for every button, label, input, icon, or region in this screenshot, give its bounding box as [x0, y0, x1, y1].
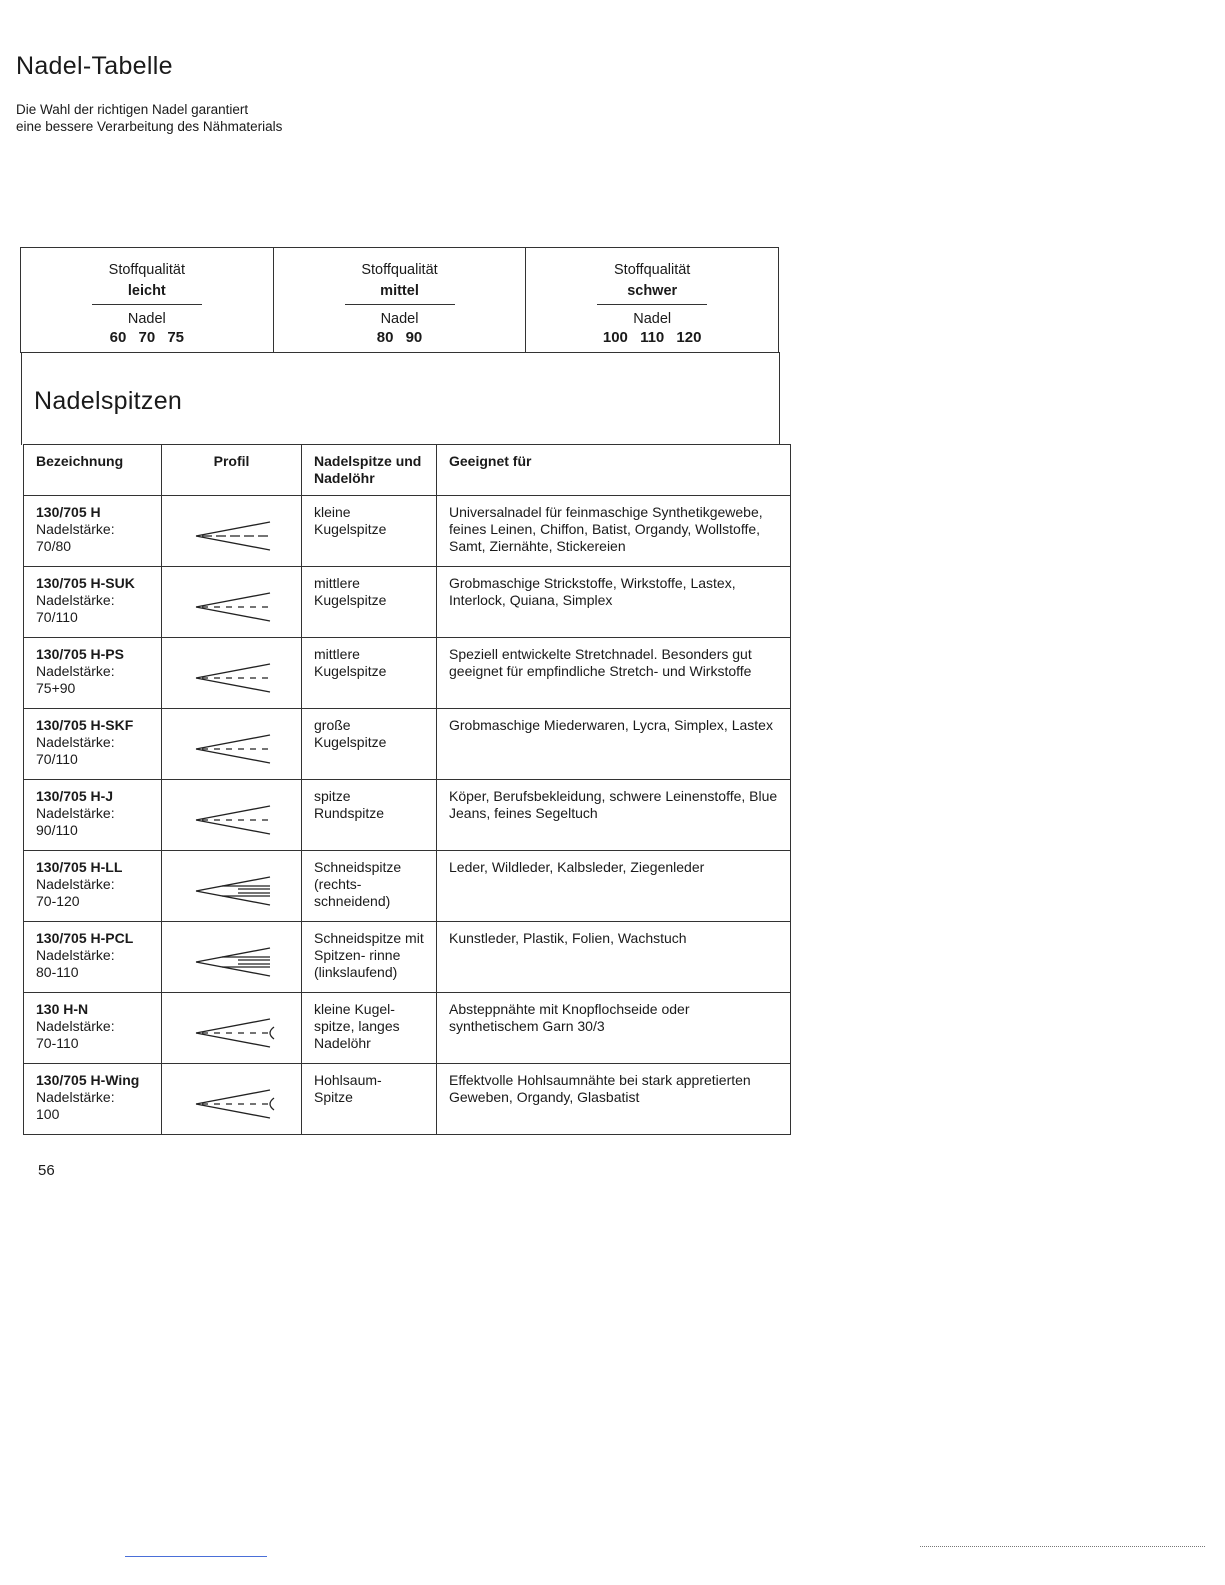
designation-cell	[24, 1064, 162, 1135]
needle-strength-label: Nadelstärke:	[36, 1089, 115, 1105]
needle-point-cell: Schneidspitze (rechts- schneidend)	[302, 851, 437, 922]
suitable-for-cell: Universalnadel für feinmaschige Synthetikgewebe, feines Leinen, Chiffon, Batist, Organdy, Wollstoffe, Samt, Ziernähte, Stickereien	[437, 496, 791, 567]
table-row	[24, 1064, 791, 1135]
needle-designation: 130/705 H-J	[36, 788, 114, 804]
wing-needle-icon	[182, 1082, 282, 1126]
page-subtitle	[16, 101, 282, 135]
topstitch-needle-icon	[182, 1011, 282, 1055]
section-title: Nadelspitzen	[34, 387, 183, 415]
profile-cell	[162, 1064, 302, 1135]
needle-strength-label: Nadelstärke:	[36, 521, 115, 537]
table-row	[24, 567, 791, 638]
needle-strength: 70/80	[36, 538, 72, 554]
suitable-for-cell: Leder, Wildleder, Kalbsleder, Ziegenleder	[437, 851, 791, 922]
needle-strength-label: Nadelstärke:	[36, 947, 115, 963]
fabric-quality-table	[20, 247, 779, 353]
needle-strength: 70-110	[36, 1035, 79, 1051]
needle-points-section	[21, 352, 780, 445]
page-number: 56	[38, 1162, 55, 1179]
scan-artifact	[920, 1546, 1205, 1547]
quality-light	[21, 248, 273, 353]
profile-cell	[162, 638, 302, 709]
needle-strength-label: Nadelstärke:	[36, 876, 115, 892]
suitable-for-cell: Grobmaschige Miederwaren, Lycra, Simplex, Lastex	[437, 709, 791, 780]
suitable-for-cell: Kunstleder, Plastik, Folien, Wachstuch	[437, 922, 791, 993]
profile-cell	[162, 993, 302, 1064]
table-row	[24, 922, 791, 993]
needle-strength: 80-110	[36, 964, 79, 980]
header-designation: Bezeichnung	[24, 445, 162, 496]
quality-medium	[273, 248, 526, 353]
header-suitable-for: Geeignet für	[437, 445, 791, 496]
table-row	[24, 780, 791, 851]
quality-heavy	[525, 248, 778, 353]
needle-designation: 130 H-N	[36, 1001, 89, 1017]
profile-cell	[162, 496, 302, 567]
quality-label: Stoffqualität	[108, 262, 185, 278]
needle-sizes: 60 70 75	[109, 329, 185, 346]
leather-needle-left-icon	[182, 940, 282, 984]
needle-strength-label: Nadelstärke:	[36, 592, 115, 608]
needle-point-cell: kleine Kugelspitze	[302, 496, 437, 567]
needle-designation: 130/705 H-Wing	[36, 1072, 140, 1088]
header-profile: Profil	[162, 445, 302, 496]
suitable-for-cell: Grobmaschige Strickstoffe, Wirkstoffe, Lastex, Interlock, Quiana, Simplex	[437, 567, 791, 638]
needle-point-cell: kleine Kugel- spitze, langes Nadelöhr	[302, 993, 437, 1064]
needle-strength: 75+90	[36, 680, 76, 696]
needle-point-cell: mittlere Kugelspitze	[302, 567, 437, 638]
needle-strength-label: Nadelstärke:	[36, 1018, 115, 1034]
designation-cell	[24, 922, 162, 993]
table-row	[24, 851, 791, 922]
needle-sizes: 80 90	[376, 329, 423, 346]
divider	[345, 304, 455, 305]
needle-designation: 130/705 H-LL	[36, 859, 123, 875]
needle-table	[23, 444, 791, 1135]
profile-cell	[162, 567, 302, 638]
needle-point-cell: spitze Rundspitze	[302, 780, 437, 851]
needle-strength: 70/110	[36, 751, 78, 767]
designation-cell	[24, 638, 162, 709]
needle-point-cell: große Kugelspitze	[302, 709, 437, 780]
quality-label: Stoffqualität	[614, 262, 691, 278]
needle-designation: 130/705 H-SKF	[36, 717, 134, 733]
suitable-for-cell: Speziell entwickelte Stretchnadel. Besonders gut geeignet für empfindliche Stretch- und Wirkstoffe	[437, 638, 791, 709]
needle-strength-label: Nadelstärke:	[36, 805, 115, 821]
needle-designation: 130/705 H-PS	[36, 646, 124, 662]
quality-weight: leicht	[127, 283, 166, 299]
needle-point-cell: Hohlsaum- Spitze	[302, 1064, 437, 1135]
header-needle-point: Nadelspitze und Nadelöhr	[302, 445, 437, 496]
designation-cell	[24, 993, 162, 1064]
small-ball-point-needle-icon	[182, 514, 282, 558]
needle-designation: 130/705 H-SUK	[36, 575, 135, 591]
subtitle-line: eine bessere Verarbeitung des Nähmaterials	[16, 119, 283, 134]
designation-cell	[24, 567, 162, 638]
needle-strength: 70/110	[36, 609, 78, 625]
suitable-for-cell: Effektvolle Hohlsaumnähte bei stark appretierten Geweben, Organdy, Glasbatist	[437, 1064, 791, 1135]
divider	[92, 304, 202, 305]
table-row	[24, 993, 791, 1064]
medium-ball-point-needle-icon	[182, 585, 282, 629]
stretch-needle-icon	[182, 656, 282, 700]
page-title: Nadel-Tabelle	[16, 52, 173, 80]
table-row	[24, 709, 791, 780]
table-row	[24, 496, 791, 567]
designation-cell	[24, 709, 162, 780]
needle-designation: 130/705 H	[36, 504, 101, 520]
needle-point-cell: mittlere Kugelspitze	[302, 638, 437, 709]
needle-strength-label: Nadelstärke:	[36, 663, 115, 679]
quality-weight: schwer	[627, 283, 678, 299]
divider	[597, 304, 707, 305]
table-header-row	[24, 445, 791, 496]
profile-cell	[162, 780, 302, 851]
suitable-for-cell: Köper, Berufsbekleidung, schwere Leinenstoffe, Blue Jeans, feines Segeltuch	[437, 780, 791, 851]
large-ball-point-needle-icon	[182, 727, 282, 771]
profile-cell	[162, 851, 302, 922]
needle-label: Nadel	[633, 311, 672, 327]
needle-strength-label: Nadelstärke:	[36, 734, 115, 750]
quality-weight: mittel	[380, 283, 419, 299]
jeans-needle-icon	[182, 798, 282, 842]
needle-strength: 70-120	[36, 893, 80, 909]
scan-artifact	[125, 1556, 267, 1557]
designation-cell	[24, 496, 162, 567]
leather-needle-right-icon	[182, 869, 282, 913]
needle-point-cell: Schneidspitze mit Spitzen- rinne (linkslaufend)	[302, 922, 437, 993]
profile-cell	[162, 922, 302, 993]
designation-cell	[24, 851, 162, 922]
needle-label: Nadel	[127, 311, 166, 327]
table-row	[24, 638, 791, 709]
needle-label: Nadel	[380, 311, 419, 327]
designation-cell	[24, 780, 162, 851]
needle-strength: 100	[36, 1106, 60, 1122]
needle-designation: 130/705 H-PCL	[36, 930, 134, 946]
needle-sizes: 100 110 120	[602, 329, 702, 346]
profile-cell	[162, 709, 302, 780]
quality-label: Stoffqualität	[361, 262, 438, 278]
subtitle-line: Die Wahl der richtigen Nadel garantiert	[16, 102, 249, 117]
suitable-for-cell: Absteppnähte mit Knopflochseide oder synthetischem Garn 30/3	[437, 993, 791, 1064]
needle-strength: 90/110	[36, 822, 78, 838]
